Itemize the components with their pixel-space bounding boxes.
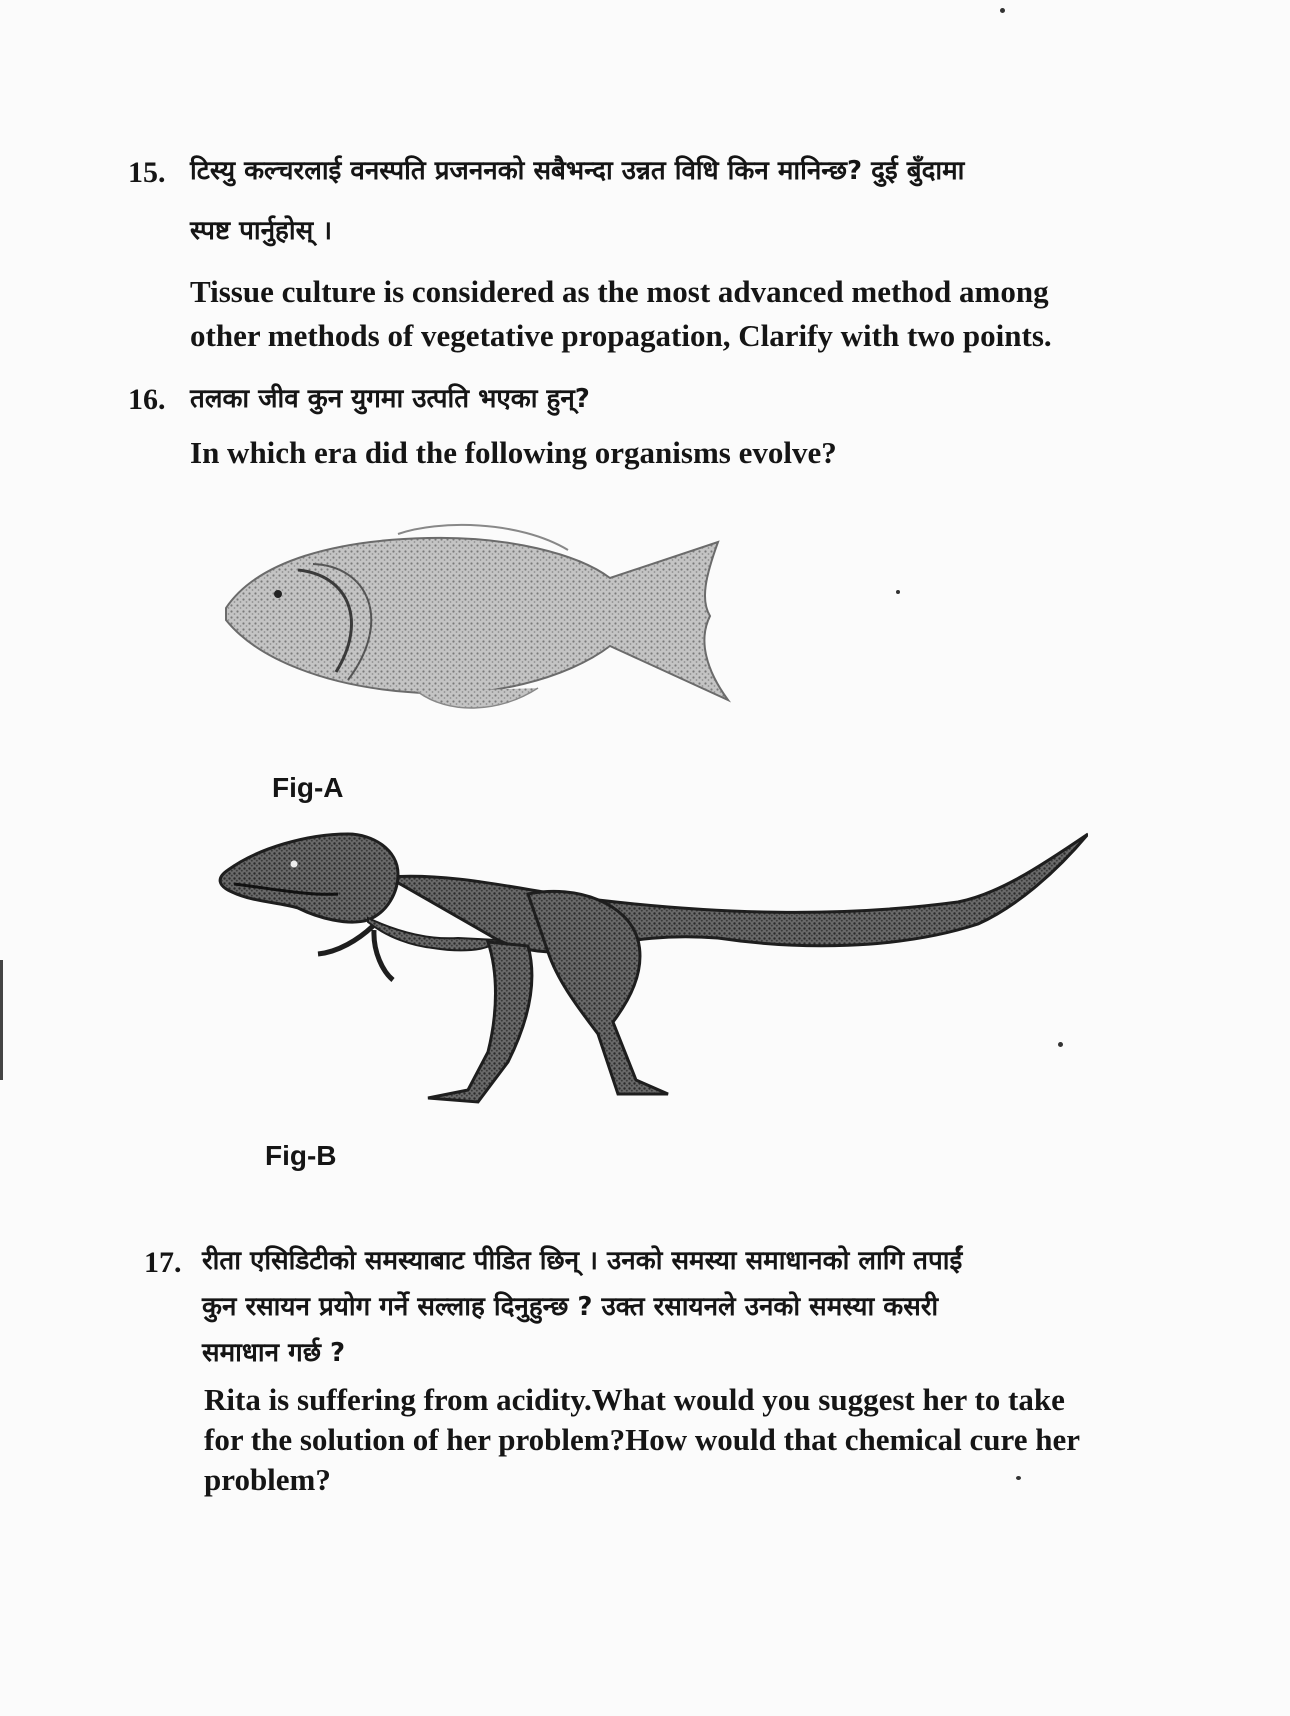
question-english-line: In which era did the following organisms evolve?	[190, 435, 837, 470]
figure-label: Fig-B	[265, 1140, 337, 1171]
question-nepali-line: तलका जीव कुन युगमा उत्पति भएका हुन्?	[190, 384, 590, 414]
question-english-line: Rita is suffering from acidity.What would you suggest her to take	[204, 1382, 1065, 1417]
question-nepali-line: समाधान गर्छ ?	[202, 1338, 346, 1368]
scan-speck	[1016, 1476, 1021, 1480]
question-number: 15.	[128, 156, 166, 189]
question-english-line: for the solution of her problem?How would that chemical cure her	[204, 1422, 1080, 1457]
fish-illustration	[218, 520, 748, 720]
scan-speck	[1058, 1042, 1063, 1047]
question-nepali-line: रीता एसिडिटीको समस्याबाट पीडित छिन् । उनको समस्या समाधानको लागि तपाईं	[202, 1246, 963, 1276]
question-nepali-line: टिस्यु कल्चरलाई वनस्पति प्रजननको सबैभन्दा उन्नत विधि किन मानिन्छ? दुई बुँदामा	[190, 156, 965, 186]
scan-speck	[1000, 8, 1005, 13]
scan-speck	[896, 590, 900, 594]
question-nepali-line: स्पष्ट पार्नुहोस् ।	[190, 216, 333, 246]
question-nepali-line: कुन रसायन प्रयोग गर्ने सल्लाह दिनुहुन्छ ? उक्त रसायनले उनको समस्या कसरी	[202, 1292, 939, 1322]
question-english-line: other methods of vegetative propagation, Clarify with two points.	[190, 318, 1052, 353]
question-english-line: Tissue culture is considered as the most advanced method among	[190, 274, 1049, 309]
scan-edge-mark	[0, 960, 3, 1080]
question-number: 17.	[144, 1246, 182, 1279]
question-english-line: problem?	[204, 1462, 331, 1497]
question-number: 16.	[128, 383, 166, 416]
dinosaur-illustration	[198, 822, 1088, 1122]
figure-label: Fig-A	[272, 772, 344, 803]
